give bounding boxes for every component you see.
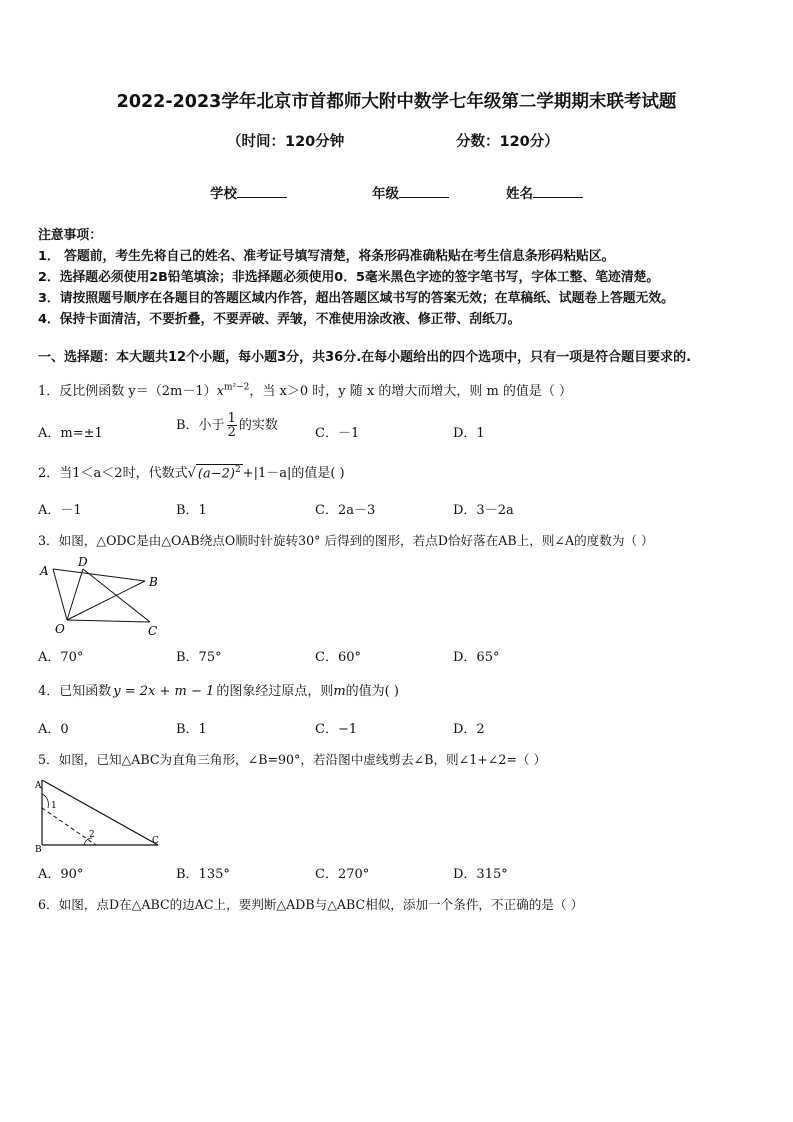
q5-option-c[interactable]: C．270° (315, 867, 370, 882)
q4-option-d[interactable]: D．2 (453, 722, 485, 737)
q1-stem-part: ，当 x＞0 时，y 随 x 的增大而增大，则 m 的值是（ ） (249, 384, 573, 399)
name-field (506, 182, 583, 202)
q4-option-a[interactable]: A．0 (38, 722, 69, 737)
name-blank (533, 185, 583, 198)
frac-den: 2 (227, 425, 236, 440)
q3-label-d: D (78, 555, 88, 569)
q2-option-b[interactable]: B．1 (176, 503, 207, 518)
name-label: 姓名 (506, 186, 533, 202)
q4-stem-part: 的值为( ) (345, 684, 399, 699)
notice-item: 2．选择题必须使用2B铅笔填涂；非选择题必须使用0．5毫米黑色字迹的签字笔书写，字体工整、笔迹清楚。 (38, 270, 660, 285)
q1-option-d[interactable]: D．1 (453, 426, 485, 441)
question-5-stem: 5．如图，已知△ABC为直角三角形，∠B=90°，若沿图中虚线剪去∠B，则∠1+∠2=（ ） (38, 752, 547, 767)
grade-blank (399, 185, 449, 198)
q5-option-d[interactable]: D．315° (453, 867, 508, 882)
grade-field (372, 182, 449, 202)
q5-label-b: B (35, 845, 42, 855)
q2-radical (196, 464, 243, 481)
q1-option-b[interactable] (176, 412, 278, 439)
section-heading: 一、选择题：本大题共12个小题，每小题3分，共36分.在每小题给出的四个选项中，只有一项是符合题目要求的. (38, 350, 692, 365)
q2-radicand: (a−2) (197, 466, 235, 481)
q2-square: 2 (234, 464, 241, 475)
q1-option-c[interactable]: C．－1 (315, 426, 360, 441)
q5-option-a[interactable]: A．90° (38, 867, 84, 882)
notice-item: 4．保持卡面清洁，不要折叠，不要弄破、弄皱，不准使用涂改液、修正带、刮纸刀。 (38, 312, 521, 327)
q5-option-b[interactable]: B．135° (176, 867, 230, 882)
question-4-stem (38, 680, 399, 699)
q3-label-b: B (149, 575, 158, 589)
q3-option-d[interactable]: D．65° (453, 650, 500, 665)
grade-label: 年级 (372, 186, 399, 202)
q2-stem-part: 2．当1＜a＜2时，代数式 (38, 466, 188, 481)
q1-option-b-tail: 的实数 (238, 418, 278, 433)
q4-stem-part: 的图象经过原点，则 (216, 684, 334, 699)
q3-label-a: A (40, 564, 49, 578)
q2-option-d[interactable]: D．3－2a (453, 503, 514, 518)
school-blank (237, 185, 287, 198)
q5-label-a: A (35, 781, 42, 791)
exam-score: 分数：120分） (456, 134, 559, 150)
notice-item: 1． 答题前，考生先将自己的姓名、准考证号填写清楚，将条形码准确粘贴在考生信息条形码粘贴区。 (38, 249, 615, 264)
frac-num: 1 (227, 411, 236, 426)
exam-time: （时间：120分钟 (227, 134, 345, 150)
q4-option-c[interactable]: C．−1 (315, 722, 358, 737)
q1-option-b-text: B．小于 (176, 418, 225, 433)
q3-label-o: O (55, 622, 65, 636)
page-title: 2022-2023学年北京市首都师大附中数学七年级第二学期期末联考试题 (116, 92, 677, 112)
q3-label-c: C (148, 624, 158, 638)
notice-heading: 注意事项： (38, 228, 102, 243)
notice-item: 3．请按照题号顺序在各题目的答题区域内作答，超出答题区域书写的答案无效；在草稿纸、试题卷上答题无效。 (38, 291, 674, 306)
question-2-stem: 2．当1＜a＜2时，代数式√ $(a-2)^2 +|1-a|$的值是( ) (38, 464, 345, 481)
q4-option-b[interactable]: B．1 (176, 722, 207, 737)
q1-exponent: m²−2 (223, 382, 250, 393)
q4-variable: m (333, 684, 346, 699)
q2-stem-part: +|1－a|的值是( ) (242, 466, 345, 481)
school-field (210, 182, 287, 202)
q5-triangle-figure (34, 772, 166, 856)
school-label: 学校 (210, 186, 237, 202)
q3-option-b[interactable]: B．75° (176, 650, 222, 665)
question-1-stem (38, 380, 572, 399)
q1-stem-part: 1．反比例函数 y＝（2m－1） (38, 384, 217, 399)
q4-stem-part: 4．已知函数 (38, 684, 112, 699)
q4-expression: y = 2x + m − 1 (113, 684, 215, 699)
q1-fraction (227, 412, 237, 439)
q3-rotation-figure (36, 555, 168, 639)
question-6-stem: 6．如图，点D在△ABC的边AC上，要判断△ADB与△ABC相似，添加一个条件，不正确的是（ ） (38, 897, 584, 912)
q1-base: x (216, 384, 224, 399)
q5-label-c: C (152, 836, 159, 846)
question-3-stem: 3．如图，△ODC是由△OAB绕点O顺时针旋转30° 后得到的图形，若点D恰好落在AB上，则∠A的度数为（ ） (38, 533, 654, 548)
q3-option-c[interactable]: C．60° (315, 650, 361, 665)
q1-option-a[interactable]: A．m=±1 (38, 426, 103, 441)
q2-option-a[interactable]: A．－1 (38, 503, 82, 518)
q5-label-2: 2 (89, 830, 95, 840)
q5-label-1: 1 (51, 801, 57, 811)
q3-option-a[interactable]: A．70° (38, 650, 84, 665)
q2-option-c[interactable]: C．2a－3 (315, 503, 376, 518)
